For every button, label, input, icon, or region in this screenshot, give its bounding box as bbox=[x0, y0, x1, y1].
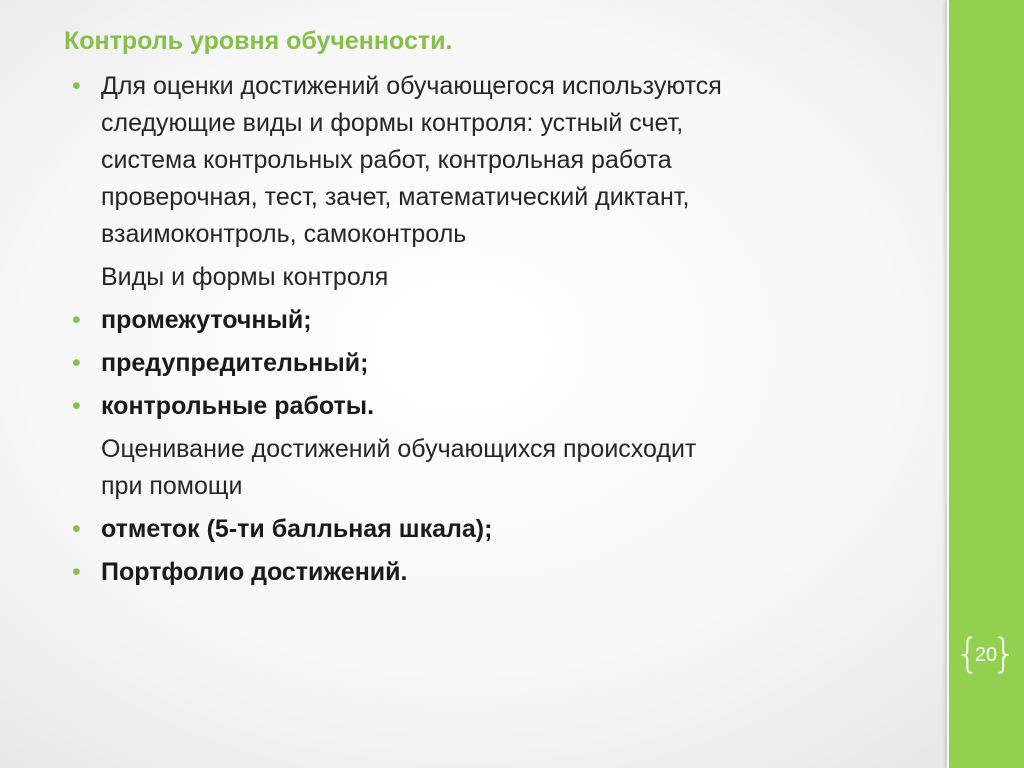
page-number-box bbox=[957, 630, 1015, 680]
right-brace-icon: } bbox=[991, 631, 1017, 677]
bullet-icon: • bbox=[72, 306, 81, 334]
text-line: Для оценки достижений обучающегося используются bbox=[101, 72, 722, 100]
text-line: промежуточный; bbox=[101, 306, 312, 334]
list-item-intermediate bbox=[70, 302, 930, 339]
text-line: отметок (5-ти балльная шкала); bbox=[101, 515, 493, 543]
bullet-icon: • bbox=[72, 72, 81, 100]
text-line: следующие виды и формы контроля: устный счет, bbox=[101, 109, 684, 137]
list-item-control-works bbox=[70, 388, 930, 425]
text-line: контрольные работы. bbox=[101, 392, 375, 420]
subheading-control-forms bbox=[70, 259, 930, 296]
subheading-assessment bbox=[70, 431, 930, 505]
text-line: предупредительный; bbox=[101, 349, 369, 377]
bullet-icon: • bbox=[72, 349, 81, 377]
list-item-control-types bbox=[70, 68, 930, 253]
text-line: Оценивание достижений обучающихся происходит bbox=[101, 435, 697, 463]
text-line: проверочная, тест, зачет, математический диктант, bbox=[101, 183, 690, 211]
text-line: система контрольных работ, контрольная работа bbox=[101, 146, 672, 174]
slide-title: Контроль уровня обученности. bbox=[64, 27, 453, 55]
text-line: Портфолио достижений. bbox=[101, 558, 408, 586]
bullet-icon: • bbox=[72, 558, 81, 586]
text-line: при помощи bbox=[101, 472, 243, 500]
list-item-portfolio bbox=[70, 554, 930, 591]
left-brace-icon: { bbox=[955, 631, 981, 677]
text-line: Виды и формы контроля bbox=[101, 263, 389, 291]
slide-content bbox=[70, 68, 930, 597]
text-line: взаимоконтроль, самоконтроль bbox=[101, 220, 467, 248]
list-item-grades bbox=[70, 511, 930, 548]
page-number: 20 bbox=[974, 644, 998, 666]
bullet-icon: • bbox=[72, 392, 81, 420]
bullet-icon: • bbox=[72, 515, 81, 543]
list-item-preventive bbox=[70, 345, 930, 382]
